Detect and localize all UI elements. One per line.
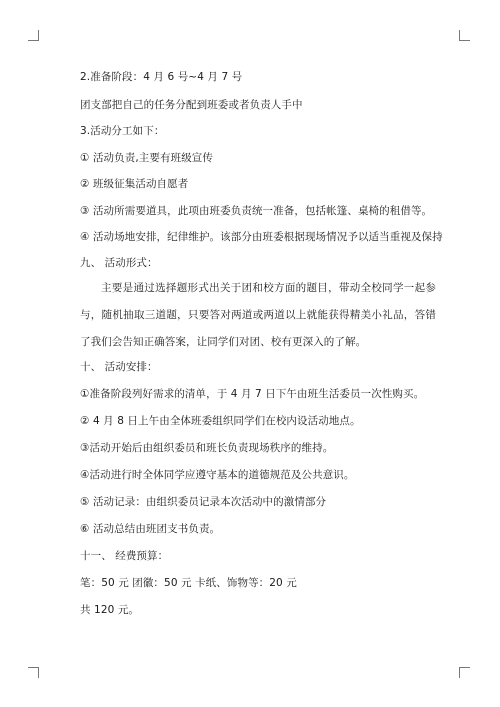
crop-mark-top-left <box>28 30 39 41</box>
schedule-item-5: ⑤ 活动记录：由组织委员记录本次活动中的激情部分 <box>80 496 327 508</box>
division-item-1: ① 活动负责,主要有班级宣传 <box>80 152 213 164</box>
budget-total-line: 共 120 元。 <box>80 604 140 616</box>
schedule-item-2: ② 4 月 8 日上午由全体班委组织同学们在校内设活动地点。 <box>80 415 361 427</box>
budget-items-line: 笔：50 元 团徽：50 元 卡纸、饰物等：20 元 <box>80 577 297 589</box>
schedule-item-1: ①准备阶段列好需求的清单，于 4 月 7 日下午由班生活委员一次性购买。 <box>80 388 425 400</box>
schedule-item-3: ③活动开始后由组织委员和班长负责现场秩序的维持。 <box>80 442 334 454</box>
division-item-3: ③ 活动所需要道具，此项由班委负责统一准备，包括帐篷、桌椅的租借等。 <box>80 205 433 217</box>
division-item-2: ② 班级征集活动自愿者 <box>80 178 189 190</box>
prep-stage-heading: 2.准备阶段：4 月 6 号~4 月 7 号 <box>80 71 243 83</box>
schedule-item-4: ④活动进行时全体同学应遵守基本的道德规范及公共意识。 <box>80 469 355 481</box>
activity-form-paragraph: 主要是通过选择题形式出关于团和校方面的题目，带动全校同学一起参与，随机抽取三道题，只要答对两道或两道以上就能获得精美小礼品，答错了我们会告知正确答案，让同学们对团、校有更深入的了解。 <box>80 282 436 348</box>
crop-mark-top-right <box>459 30 470 41</box>
crop-mark-bottom-left <box>28 667 39 678</box>
division-heading: 3.活动分工如下： <box>80 125 165 137</box>
schedule-item-6: ⑥ 活动总结由班团支书负责。 <box>80 523 221 535</box>
section-eleven-heading: 十一、 经费预算： <box>80 550 169 562</box>
crop-mark-bottom-right <box>459 667 470 678</box>
task-assignment-line: 团支部把自己的任务分配到班委或者负责人手中 <box>80 99 303 111</box>
division-item-4: ④ 活动场地安排，纪律维护。该部分由班委根据现场情况予以适当重视及保持 <box>80 231 443 243</box>
section-nine-heading: 九、 活动形式： <box>80 257 158 269</box>
section-ten-heading: 十、 活动安排： <box>80 361 158 373</box>
